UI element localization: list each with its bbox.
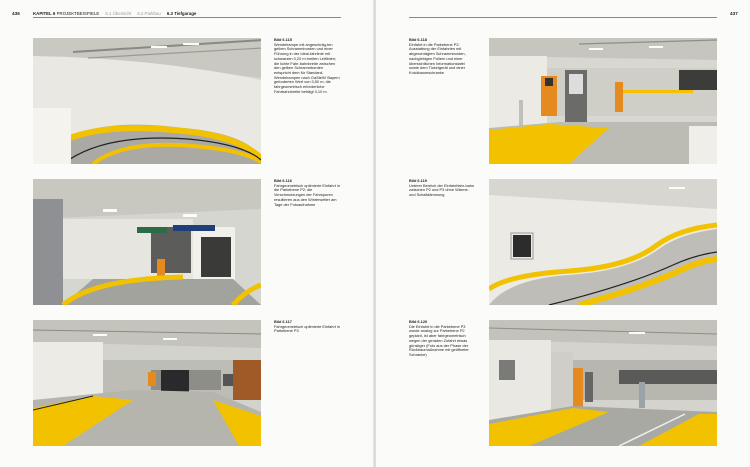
figure-caption: Fahrgeometrisch optimierte Einfahrt in die Parkebene P2; die Verschmutzungen der Fahrspuren resultieren aus den Winterwetter am Tage der Fotoaufnahme <box>274 182 340 207</box>
chapter-title: PROJEKTBEISPIELE <box>56 11 100 16</box>
figure-caption: Wendelrampe mit angeschräg-ten gelben Schrammborden und einer Führung in der Ideal-fahrlinie mit schwarzen 0,20 m breiten Leitlinien; die lichte Fahr-bahnbreite zwischen den gelben Schrammborden entspricht dem für Standard-Wendelrampen nach GaStellV Bayern geforderten Wert von 3,50 m, die fahrgeometrisch erforderliche Fahrbahnbreite beträgt 3,10 m <box>274 41 340 94</box>
photo-6-115 <box>33 38 261 164</box>
caption-6-116 <box>274 179 340 207</box>
chapter-label: KAPITEL 6 <box>33 11 56 16</box>
photo-6-118 <box>489 38 717 164</box>
photo-6-119 <box>489 179 717 305</box>
figure-caption: Die Einfahrt in die Parkebene P3 wurde analog zur Parkebene P2 geplant, ist aber fahrgeometrisch wegen der geraden Zufahrt etwas günstiger (Foto aus der Phase der Rückbaumaßnahme mit geöffneter Schranke) <box>409 323 469 357</box>
section-3: 6.3 Tiefgarage <box>166 11 197 16</box>
caption-6-115 <box>274 38 340 94</box>
header-rule <box>33 17 341 18</box>
photo-6-117 <box>33 320 261 446</box>
figure-number: Bild 6.115 <box>274 37 292 42</box>
page-number-right: 437 <box>730 11 738 16</box>
running-header <box>33 11 196 16</box>
figure-caption: Unterer Bereich der Einfahrtfahr-bahn zwischen P2 und P3 ohne Wärme- und Schalldämmung <box>409 182 475 198</box>
figure-number: Bild 6.120 <box>409 319 428 324</box>
right-page <box>376 0 750 467</box>
page-number-left: 436 <box>12 11 20 16</box>
caption-6-118 <box>409 38 475 76</box>
figure-caption: Einfahrt in die Parkebene P2: Ausstattung der Einfahrten mit abgeschrägten Schrammborden, nachgiebigen Pollern und einer übersichtlichen Informationstafel sowie dem Ticketgerät und einer Knickbaumschranke <box>409 41 466 75</box>
figure-caption: Fahrgeometrisch optimierte Einfahrt in Parkebene P3 <box>274 323 340 334</box>
photo-6-120 <box>489 320 717 446</box>
header-rule-right <box>409 17 717 18</box>
caption-6-119 <box>409 179 475 198</box>
section-1: 6.1 Übersicht <box>105 11 132 16</box>
caption-6-120 <box>409 320 475 358</box>
figure-number: Bild 6.118 <box>409 37 427 42</box>
figure-number: Bild 6.119 <box>409 178 427 183</box>
section-2: 6.2 Parkbau <box>137 11 161 16</box>
figure-number: Bild 6.117 <box>274 319 292 324</box>
photo-6-116 <box>33 179 261 305</box>
caption-6-117 <box>274 320 340 334</box>
figure-number: Bild 6.116 <box>274 178 292 183</box>
left-page <box>0 0 374 467</box>
